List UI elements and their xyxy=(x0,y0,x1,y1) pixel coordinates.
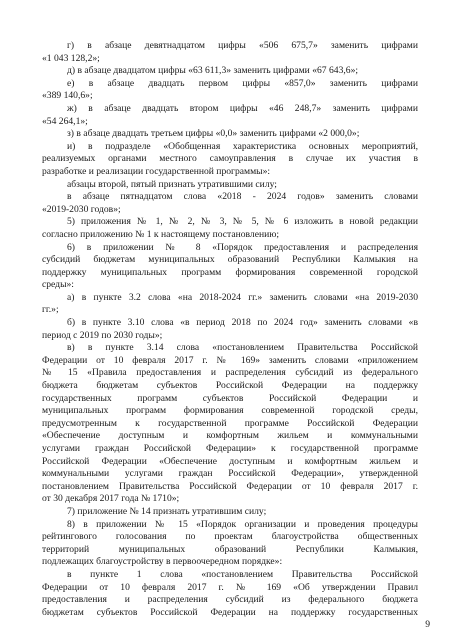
text-line: гг.»; xyxy=(42,304,59,316)
text-line: поддержку муниципальных программ формирования современной городской xyxy=(42,266,418,278)
text-line: з) в абзаце двадцать третьем цифры «0,0» заменить цифрами «2 000,0»; xyxy=(67,128,360,140)
page-number: 9 xyxy=(425,619,430,630)
text-line: д) в абзаце двадцатом цифры «63 611,3» заменить цифрами «67 643,6»; xyxy=(67,65,359,77)
text-line: коммунальными услугами граждан Российской Федерации», утвержденной xyxy=(42,468,418,480)
text-line: государственных программ субъектов Российской Федерации и xyxy=(42,392,418,404)
text-line: «2019-2030 годов»; xyxy=(42,203,121,215)
text-line: № 15 «Правила предоставления и распределения субсидий из федерального xyxy=(42,367,418,379)
text-line: «Обеспечение доступным и комфортным жильем и коммунальными xyxy=(42,430,418,442)
text-line: 7) приложение № 14 признать утратившим силу; xyxy=(67,505,267,517)
text-line: подлежащих благоустройству в первоочередном порядке»: xyxy=(42,556,283,568)
text-line: абзацы второй, пятый признать утратившими силу; xyxy=(67,178,277,190)
text-line: 6) в приложении № 8 «Порядок предоставления и распределения xyxy=(67,241,418,253)
text-line: г) в абзаце девятнадцатом цифры «506 675,7» заменить цифрами xyxy=(67,40,418,51)
text-line: б) в пункте 3.10 слова «в период 2018 по 2024 год» заменить словами «в xyxy=(67,317,418,329)
text-line: в) в пункте 3.14 слова «постановлением Правительства Российской xyxy=(67,342,418,354)
text-line: Российской Федерации «Обеспечение доступным и комфортным жильем и xyxy=(42,455,418,467)
text-line: «1 043 128,2»; xyxy=(42,52,100,64)
text-line: а) в пункте 3.2 слова «на 2018-2024 гг.» заменить словами «на 2019-2030 xyxy=(67,291,418,303)
document-body xyxy=(42,40,418,619)
text-line: бюджетам субъектов Российской Федерации на поддержку государственных xyxy=(42,606,418,618)
text-line: разработке и реализации государственной программы»: xyxy=(42,165,271,177)
text-line: рейтингового голосования по проектам благоустройства общественных xyxy=(42,531,418,543)
text-line: «54 264,1»; xyxy=(42,115,88,127)
text-line: в пункте 1 слова «постановлением Правительства Российской xyxy=(67,568,418,580)
text-line: муниципальных программ формирования современной городской среды, xyxy=(42,405,418,417)
text-line: постановлением Правительства Российской Федерации от 10 февраля 2017 г. xyxy=(42,480,418,492)
text-line: бюджета бюджетам субъектов Российской Федерации на поддержку xyxy=(42,380,418,392)
text-line: 8) в приложении № 15 «Порядок организации и проведения процедуры xyxy=(67,518,418,530)
text-line: ж) в абзаце двадцать втором цифры «46 248,7» заменить цифрами xyxy=(67,102,418,114)
text-line: субсидий бюджетам муниципальных образований Республики Калмыкия на xyxy=(42,254,418,266)
text-line: период с 2019 по 2030 годы»; xyxy=(42,329,163,341)
text-line: территорий муниципальных образований Республики Калмыкия, xyxy=(42,543,418,555)
text-line: в абзаце пятнадцатом слова «2018 - 2024 годов» заменить словами xyxy=(67,191,418,203)
text-line: реализуемых органами местного самоуправления в случае их участия в xyxy=(42,153,418,165)
text-line: среды»: xyxy=(42,279,74,291)
text-line: и) в подразделе «Обобщенная характеристика основных мероприятий, xyxy=(67,140,418,152)
text-line: согласно приложению № 1 к настоящему постановлению; xyxy=(42,228,280,240)
text-line: Федерации от 10 февраля 2017 г. № 169 «Об утверждении Правил xyxy=(42,581,418,593)
text-line: Федерации от 10 февраля 2017 г. № 169» заменить словами «приложением xyxy=(42,354,418,366)
text-line: «389 140,6»; xyxy=(42,90,93,102)
text-line: предоставления и распределения субсидий из федерального бюджета xyxy=(42,594,418,606)
text-line: е) в абзаце двадцать первом цифры «857,0» заменить цифрами xyxy=(67,77,418,89)
text-line: услугами граждан Российской Федерации» к государственной программе xyxy=(42,443,418,454)
text-line: предусмотренным к государственной программе Российской Федерации xyxy=(42,417,418,429)
text-line: 5) приложения № 1, № 2, № 3, № 5, № 6 изложить в новой редакции xyxy=(67,216,418,228)
text-line: от 30 декабря 2017 года № 1710»; xyxy=(42,493,180,505)
